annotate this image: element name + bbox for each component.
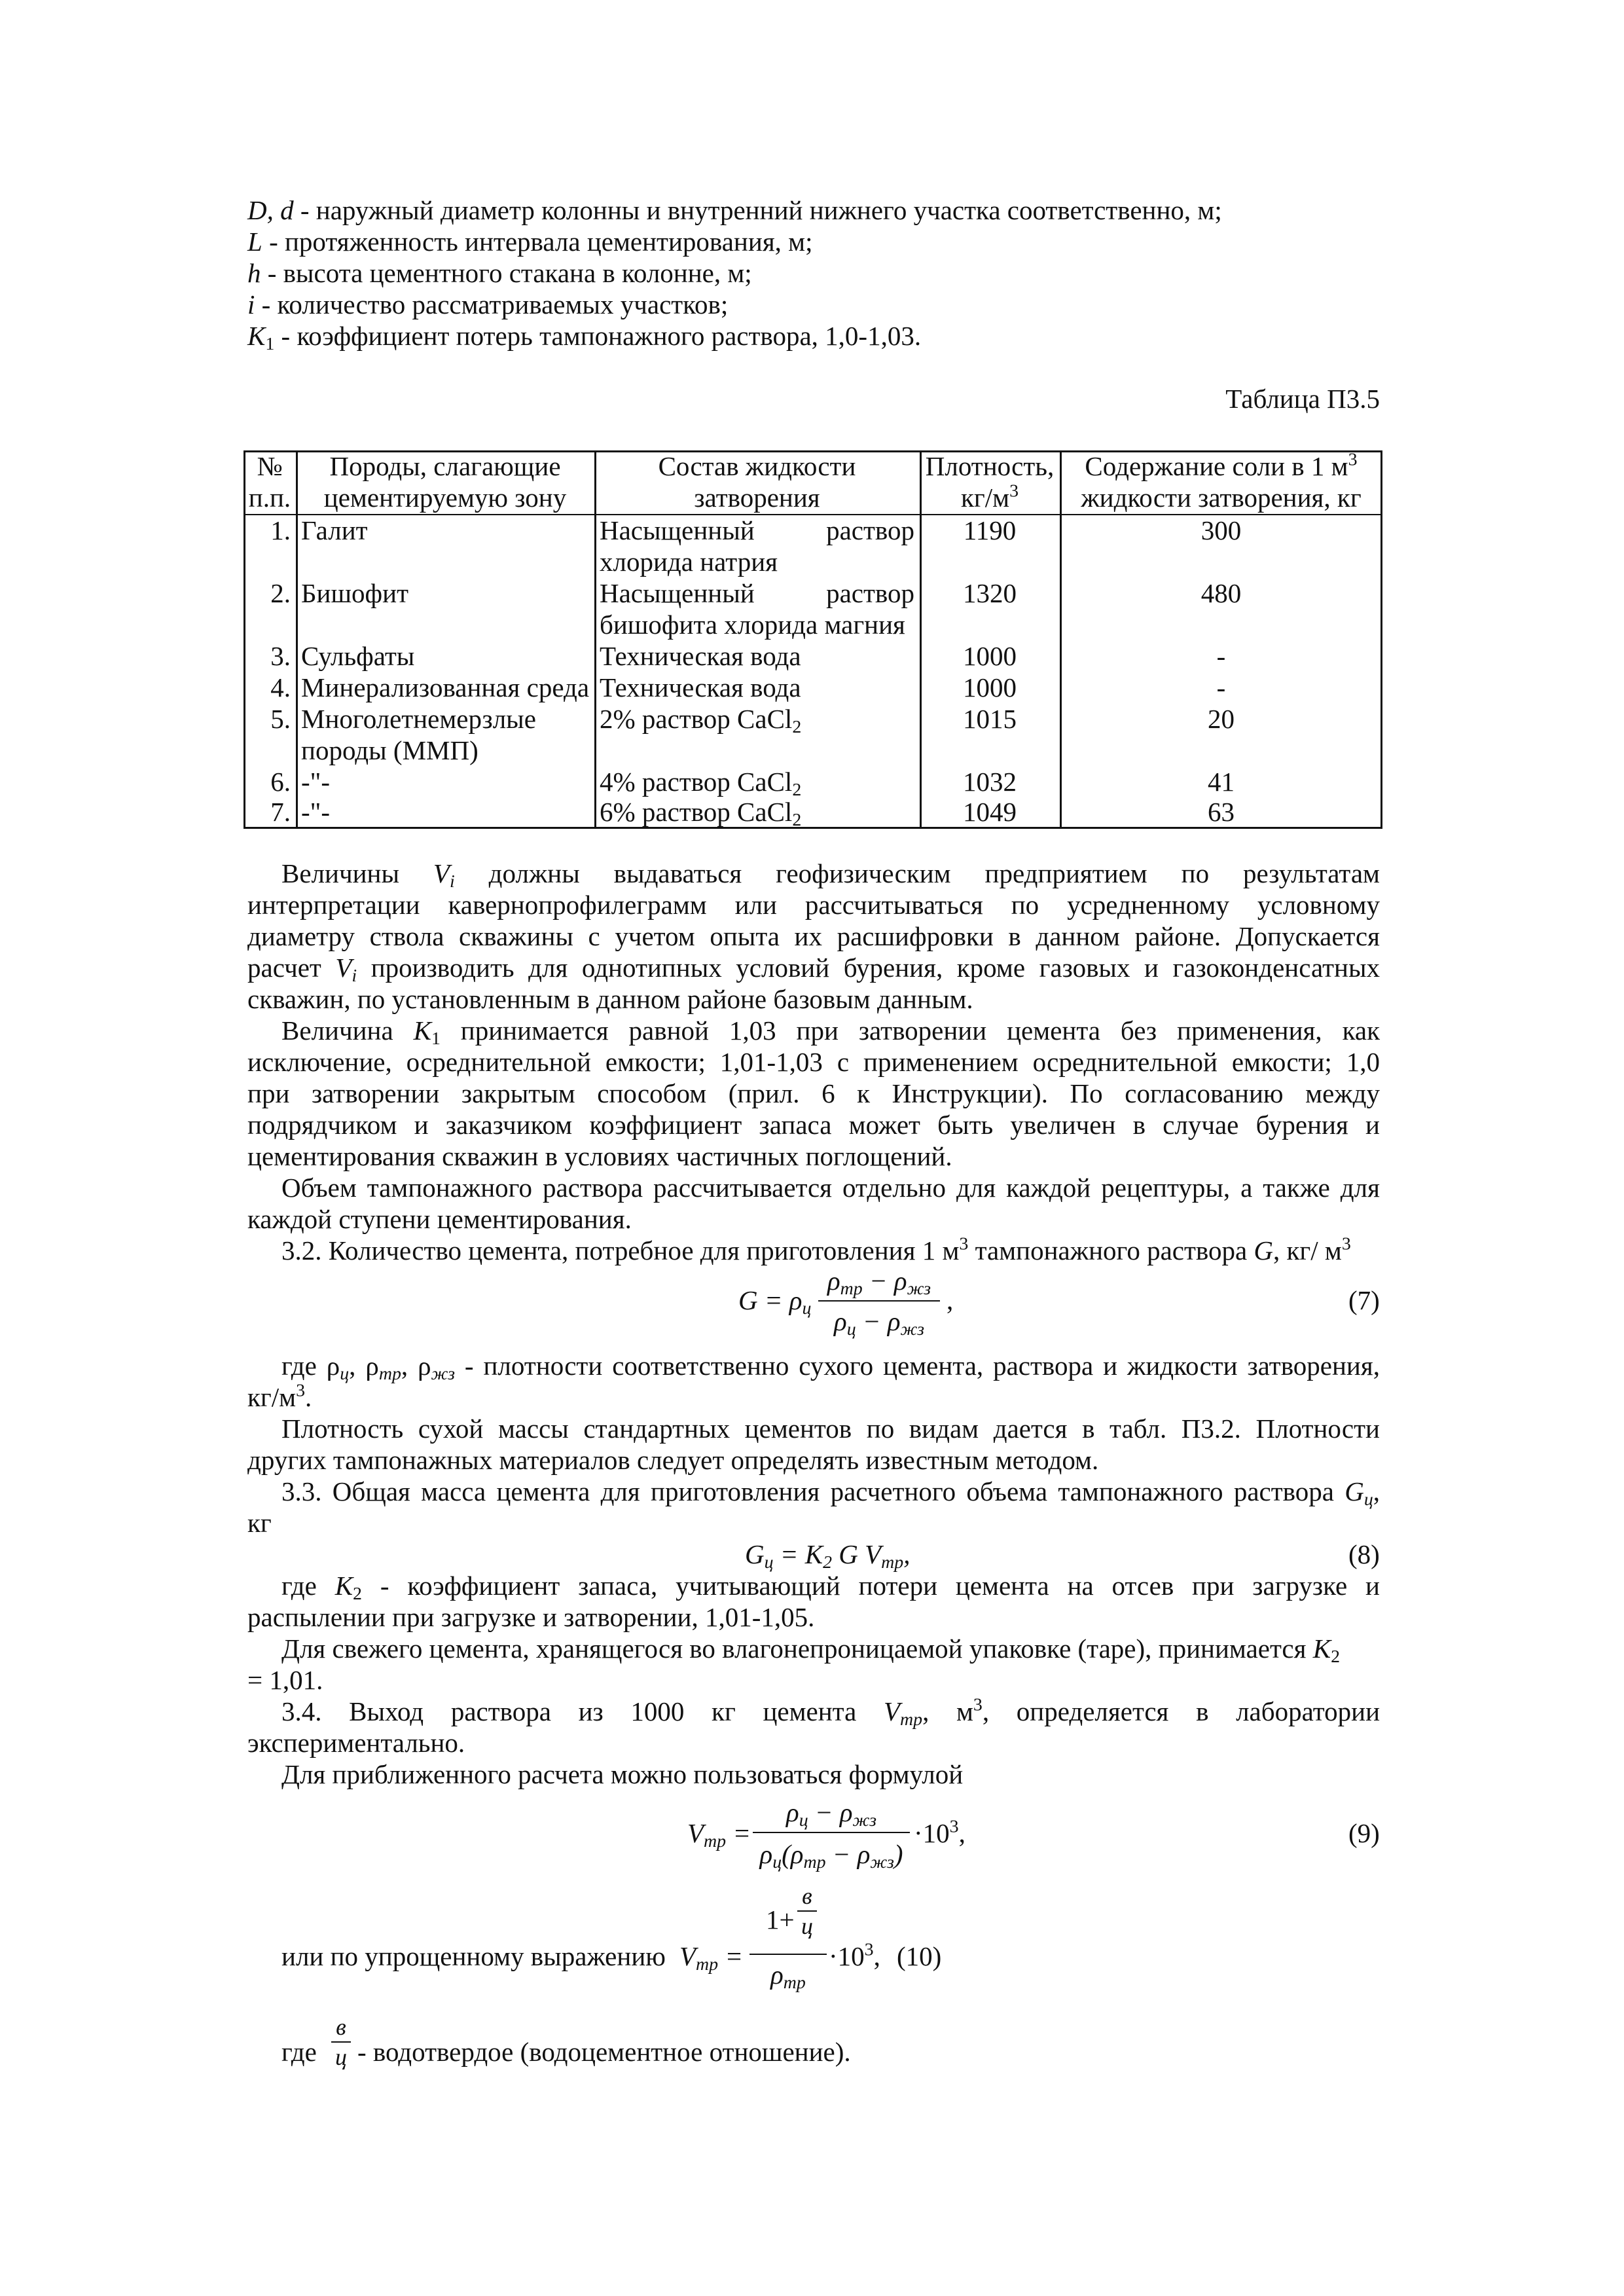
table-cell-salt: - [1216, 672, 1226, 702]
paragraph-line: или по упрощенному выражению [281, 1941, 666, 1971]
paragraph-line: интерпретации кавернопрофилеграмм или рассчитываться по усредненному условному [247, 890, 1380, 920]
table-cell-fluid: 6% раствор CaCl$_2$ [600, 797, 802, 830]
table-cell-density: 1000 [963, 672, 1017, 702]
table-cell-num: 2. [270, 578, 291, 608]
paragraph-line: Величины $V_i$ должны выдаваться геофизическим предприятием по результатам [281, 858, 1380, 892]
table-cell-salt: 20 [1208, 704, 1235, 734]
table-cell-num: 4. [270, 672, 291, 702]
paragraph-line: цементирования скважин в условиях частичных поглощений. [247, 1141, 952, 1171]
paragraph-line: Плотность сухой массы стандартных цементов по видам дается в табл. П3.2. Плотности [281, 1413, 1380, 1444]
paragraph-line: исключение, осреднительной емкости; 1,01-1,03 с применением осреднительной емкости; 1,0 [247, 1047, 1380, 1077]
paragraph-line: где $K_2$ - коэффициент запаса, учитывающий потери цемента на отсев при загрузке и [281, 1571, 1380, 1604]
formula-9-denominator: $\rho_ц(\rho_{тр} - \rho_{жз})$ [759, 1839, 903, 1872]
table-cell-fluid: 4% раствор CaCl$_2$ [600, 767, 802, 800]
table-cell-fluid: 2% раствор CaCl$_2$ [600, 704, 802, 737]
section-heading-3-4: 3.4. Выход раствора из 1000 кг цемента $V_{тр}$, $м^3$, определяется в лаборатории [281, 1694, 1380, 1730]
paragraph-line: = 1,01. [247, 1665, 323, 1695]
table-cell-fluid: Насыщенный раствор хлорида натрия [600, 515, 914, 577]
fraction-bar [749, 1954, 827, 1955]
definition-line: $K_1$ - коэффициент потерь тампонажного раствора, 1,0-1,03. [247, 321, 922, 354]
formula-9-numerator: $\rho_ц - \rho_{жз}$ [786, 1797, 876, 1831]
table-cell-density: 1049 [963, 797, 1017, 827]
table-cell-rocks: Сульфаты [301, 641, 415, 671]
table-cell-density: 1015 [963, 704, 1017, 734]
fraction-bar [331, 2041, 351, 2043]
equation-number: (9) [1348, 1818, 1380, 1848]
header-salt: Содержание соли в 1 $м^3$ жидкости затворения, кг [1081, 449, 1362, 513]
table-cell-density: 1320 [963, 578, 1017, 608]
paragraph-line: Для свежего цемента, хранящегося во влагонепроницаемой упаковке (таре), принимается $K_2$ [281, 1633, 1340, 1667]
formula-7-denominator: $\rho_ц - \rho_{жз}$ [834, 1306, 924, 1339]
paragraph-line: каждой ступени цементирования. [247, 1204, 632, 1234]
table-cell-num: 5. [270, 704, 291, 734]
table-cell-density: 1032 [963, 767, 1017, 797]
definition-line: D, d - наружный диаметр колонны и внутренний нижнего участка соответственно, м; [247, 195, 1222, 225]
paragraph-line: расчет $V_i$ производить для однотипных условий бурения, кроме газовых и газоконденсатных [247, 953, 1380, 986]
table-caption: Таблица П3.5 [1225, 384, 1380, 414]
table-cell-salt: 41 [1208, 767, 1235, 797]
table-cell-rocks: Бишофит [301, 578, 408, 608]
paragraph-line: Объем тампонажного раствора рассчитывается отдельно для каждой рецептуры, а также для [281, 1173, 1380, 1203]
formula-10-small-numerator: в [802, 1883, 812, 1909]
section-heading-3-2: 3.2. Количество цемента, потребное для приготовления 1 $м^3$ тампонажного раствора G, кг/ $м^3$ [281, 1233, 1351, 1266]
paragraph-line: Величина $K_1$ принимается равной 1,03 при затворении цемента без применения, как [281, 1015, 1380, 1049]
equation-number: (8) [1348, 1539, 1380, 1569]
formula-10-small-denominator: ц [801, 1913, 813, 1939]
header-fluid: Состав жидкости затворения [658, 451, 856, 513]
formula-7-numerator: $\rho_{тр} - \rho_{жз}$ [827, 1266, 931, 1299]
table-cell-salt: - [1216, 641, 1226, 671]
table-cell-salt: 480 [1200, 578, 1242, 608]
fraction-bar [753, 1832, 910, 1833]
paragraph-line: диаметру ствола скважины с учетом опыта их расшифровки в данном районе. Допускается [247, 921, 1380, 951]
table-cell-fluid: Техническая вода [600, 641, 801, 671]
definition-line: i - количество рассматриваемых участков; [247, 289, 729, 319]
table-cell-fluid: Техническая вода [600, 672, 801, 702]
table-cell-num: 1. [270, 515, 291, 545]
table-cell-rocks: Галит [301, 515, 368, 545]
table-cell-density: 1000 [963, 641, 1017, 671]
table-cell-num: 3. [270, 641, 291, 671]
table-cell-salt: 300 [1200, 515, 1242, 545]
header-density: Плотность, $кг/м^3$ [925, 451, 1055, 513]
paragraph-line: при затворении закрытым способом (прил. 6 к Инструкции). По согласованию между [247, 1078, 1380, 1108]
paragraph-line: Для приближенного расчета можно пользоваться формулой [281, 1759, 964, 1789]
paragraph-line: скважин, по установленным в данном районе базовым данным. [247, 984, 973, 1014]
paragraph-line: где $\rho_ц$, $\rho_{тр}$, $\rho_{жз}$ - плотности соответственно сухого цемента, раствора и жидкости затворения, [281, 1351, 1380, 1384]
paragraph-line: $кг/м^3$. [247, 1380, 312, 1412]
header-rocks: Породы, слагающие цементируемую зону [323, 451, 567, 513]
definition-line: h - высота цементного стакана в колонне, м; [247, 258, 752, 288]
fraction-bar [818, 1300, 940, 1302]
table-cell-num: 7. [270, 797, 291, 827]
equation-number: (7) [1348, 1285, 1380, 1315]
section-heading-3-3: 3.3. Общая масса цемента для приготовления расчетного объема тампонажного раствора $G_ц$, [281, 1476, 1380, 1510]
fraction-bar [797, 1910, 817, 1912]
wc-numerator: в [336, 2014, 346, 2040]
table-cell-rocks: -"- [301, 767, 331, 797]
data-table [244, 450, 1382, 829]
paragraph-line: распылении при загрузке и затворении, 1,01-1,05. [247, 1602, 815, 1632]
table-cell-rocks: Минерализованная среда [301, 672, 590, 702]
table-cell-num: 6. [270, 767, 291, 797]
paragraph-line: кг [247, 1508, 272, 1538]
header-num: № п.п. [248, 451, 291, 513]
paragraph-line: других тампонажных материалов следует определять известным методом. [247, 1445, 1099, 1475]
wc-denominator: ц [335, 2044, 347, 2070]
formula-10-denominator: $\rho_{тр}$ [770, 1959, 806, 1993]
table-cell-rocks: Многолетнемерзлые породы (ММП) [301, 704, 536, 765]
table-cell-salt: 63 [1208, 797, 1235, 827]
equation-number: (10) [897, 1941, 942, 1971]
paragraph-line: подрядчиком и заказчиком коэффициент запаса может быть увеличен в случае бурения и [247, 1110, 1380, 1140]
table-cell-rocks: -"- [301, 797, 331, 827]
paragraph-line: экспериментально. [247, 1728, 465, 1758]
table-cell-density: 1190 [963, 515, 1017, 545]
definition-line: L - протяженность интервала цементирования, м; [247, 227, 813, 257]
table-cell-fluid: Насыщенный раствор бишофита хлорида магния [600, 578, 914, 640]
